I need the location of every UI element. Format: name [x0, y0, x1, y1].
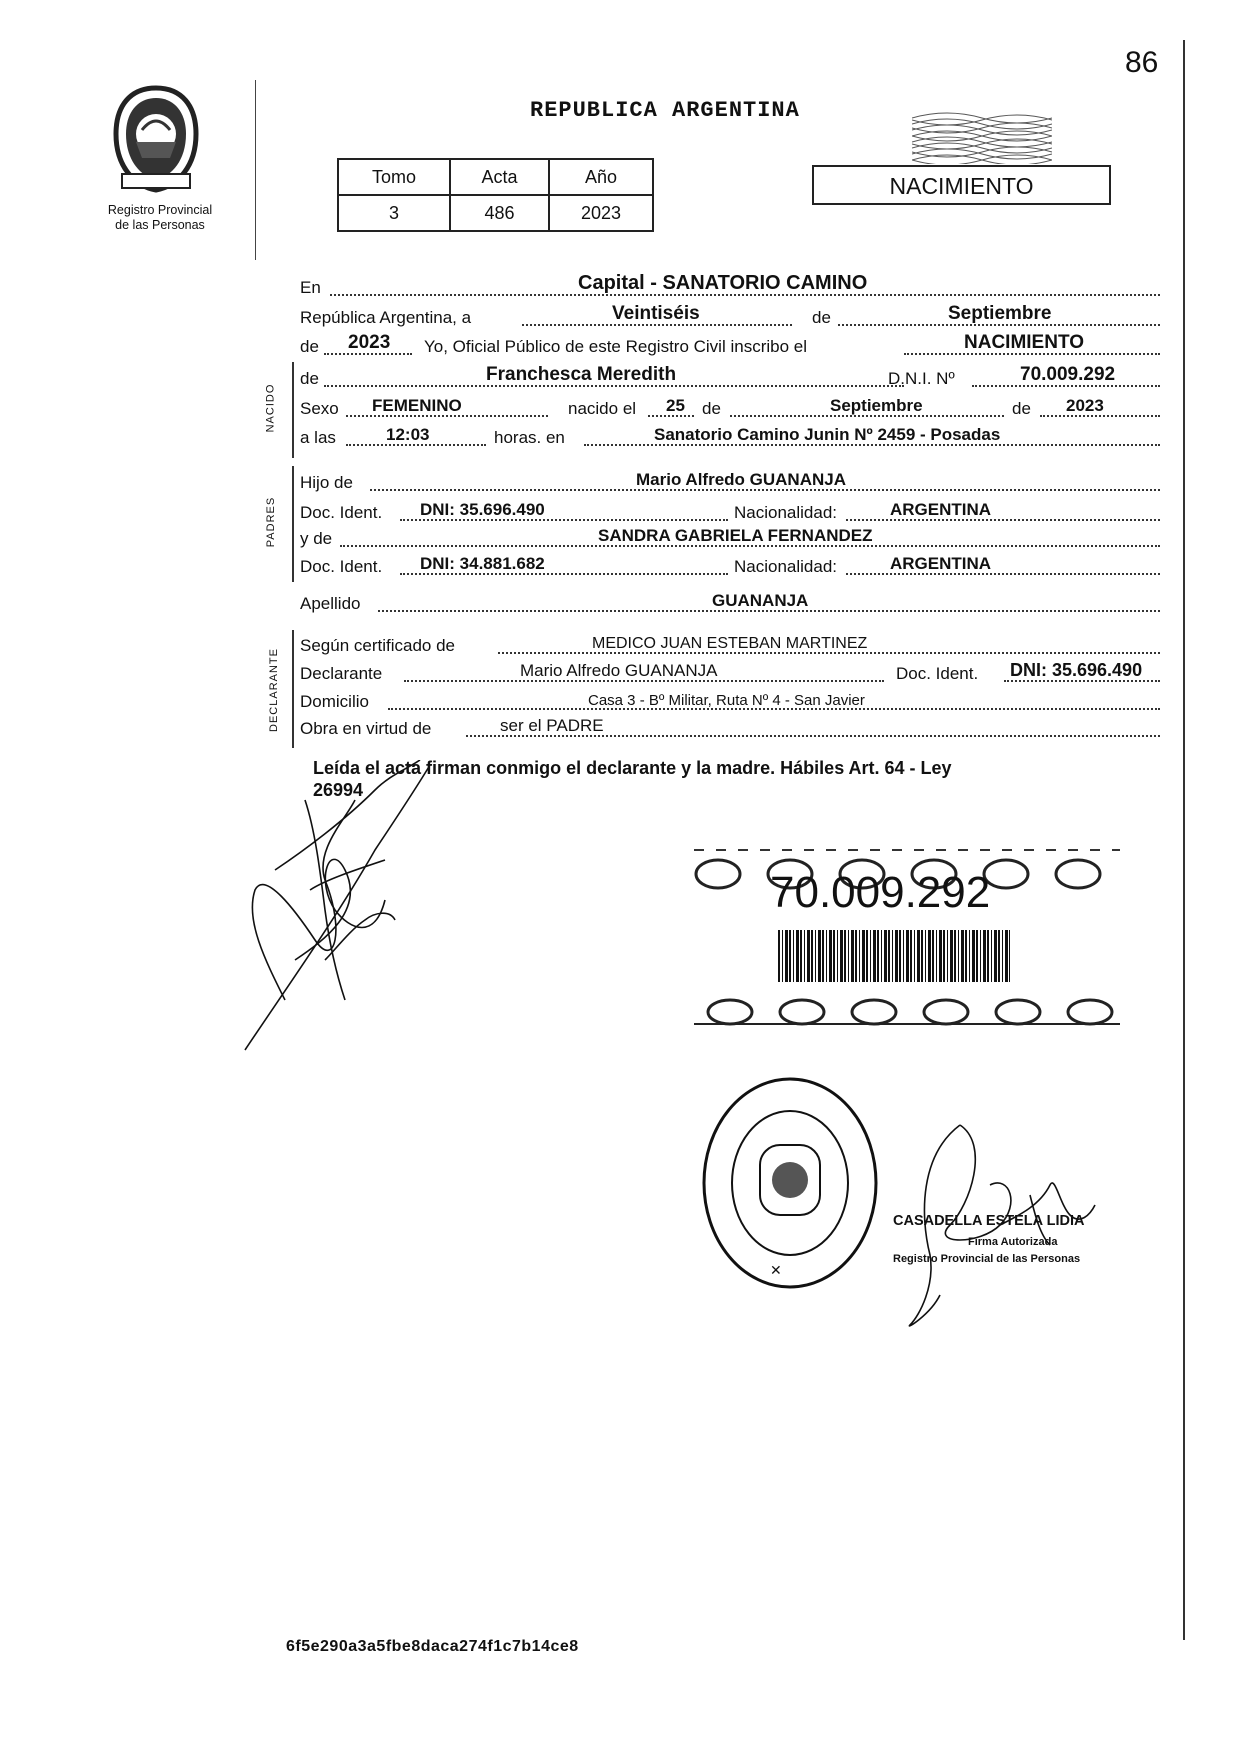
document-hash: 6f5e290a3a5fbe8daca274f1c7b14ce8 [286, 1638, 579, 1655]
act-year-line [300, 331, 1160, 361]
svg-text:✕: ✕ [770, 1262, 782, 1278]
mother-line [300, 523, 1160, 553]
section-rule [292, 466, 294, 582]
closing-line: 26994 [313, 780, 364, 800]
declarant-signature [225, 760, 435, 1060]
registry-label [90, 203, 230, 233]
birth-day-value: 25 [666, 396, 685, 415]
father-name-value: Mario Alfredo GUANANJA [636, 470, 846, 489]
father-doc-value: DNI: 35.696.490 [420, 500, 545, 519]
declarant-line [300, 658, 1160, 688]
official-registry: Registro Provincial de las Personas [893, 1253, 1081, 1265]
declarant-name-value: Mario Alfredo GUANANJA [520, 661, 718, 680]
field-label: Según certificado de [300, 636, 455, 655]
document-type: NACIMIENTO [812, 165, 1111, 205]
table-header: Acta [450, 159, 549, 195]
declarant-doc-value: DNI: 35.696.490 [1010, 660, 1143, 680]
closing-statement [313, 757, 1173, 801]
guilloche-pattern [912, 108, 1052, 164]
official-signature [900, 1115, 1100, 1335]
child-time-line [300, 422, 1160, 452]
father-nationality-value: ARGENTINA [890, 500, 992, 519]
field-label: de [300, 337, 319, 356]
capacity-value: ser el PADRE [500, 716, 604, 735]
table-cell: 3 [338, 195, 450, 231]
record-type-value: NACIMIENTO [964, 332, 1084, 353]
field-label: Hijo de [300, 473, 353, 492]
table-header: Año [549, 159, 653, 195]
reference-table [337, 158, 654, 232]
child-dni-value: 70.009.292 [1020, 364, 1116, 385]
field-label: horas. en [494, 428, 565, 447]
field-label: nacido el [568, 399, 637, 418]
field-label: D.N.I. Nº [888, 369, 955, 388]
section-label-declarant: DECLARANTE [267, 648, 280, 732]
section-rule [292, 362, 294, 458]
field-label: En [300, 278, 321, 297]
registry-text: Yo, Oficial Público de este Registro Civil inscribo el [424, 337, 807, 356]
registry-label-line: de las Personas [115, 218, 205, 232]
section-label-born: NACIDO [264, 383, 277, 433]
margin-rule-left [255, 80, 256, 260]
section-rule [292, 630, 294, 748]
mother-name-value: SANDRA GABRIELA FERNANDEZ [598, 526, 873, 545]
birth-place-value: Sanatorio Camino Junin Nº 2459 - Posadas [654, 425, 1001, 444]
certificate-value: MEDICO JUAN ESTEBAN MARTINEZ [592, 635, 868, 652]
surname-line [300, 588, 1160, 618]
mother-doc-line [300, 551, 1160, 581]
surname-value: GUANANJA [712, 591, 809, 610]
registry-label-line: Registro Provincial [107, 203, 213, 217]
month-value: Septiembre [948, 303, 1052, 324]
field-label: de [702, 399, 721, 418]
field-label: Doc. Ident. [896, 664, 979, 683]
day-value: Veintiséis [612, 303, 700, 324]
act-place-line [300, 272, 1160, 302]
mother-nationality-value: ARGENTINA [890, 554, 992, 573]
field-label: y de [300, 529, 333, 548]
field-label: Domicilio [300, 692, 369, 711]
child-name-line [300, 363, 1160, 393]
field-label: Nacionalidad: [734, 503, 838, 522]
province-emblem [108, 82, 204, 194]
child-sex-line [300, 393, 1160, 423]
sex-value: FEMENINO [372, 396, 462, 415]
mother-doc-value: DNI: 34.881.682 [420, 554, 545, 573]
act-date-line [300, 302, 1160, 332]
closing-line: Leída el acta firman conmigo el declarante y la madre. Hábiles Art. 64 - Ley [313, 758, 952, 778]
field-label: Doc. Ident. [300, 557, 383, 576]
page-number: 86 [1125, 46, 1159, 79]
field-label: República Argentina, a [300, 308, 472, 327]
child-name-value: Franchesca Meredith [486, 364, 677, 385]
time-value: 12:03 [386, 425, 430, 444]
field-label: Declarante [300, 664, 383, 683]
field-label: Apellido [300, 594, 361, 613]
year-value: 2023 [348, 332, 391, 353]
margin-rule [1183, 40, 1185, 1640]
field-label: Doc. Ident. [300, 503, 383, 522]
address-line [300, 686, 1160, 716]
field-label: de [1012, 399, 1031, 418]
certificate-line [300, 630, 1160, 660]
official-role: Firma Autorizada [968, 1236, 1058, 1248]
father-line [300, 467, 1160, 497]
field-label: de [812, 308, 831, 327]
dni-number: 70.009.292 [770, 868, 991, 917]
field-label: Nacionalidad: [734, 557, 838, 576]
field-label: de [300, 369, 319, 388]
birth-year-value: 2023 [1066, 396, 1104, 415]
place-value: Capital - SANATORIO CAMINO [578, 272, 868, 294]
barcode [778, 930, 1010, 982]
address-value: Casa 3 - Bº Militar, Ruta Nº 4 - San Javier [588, 692, 865, 709]
field-label: Sexo [300, 399, 339, 418]
field-label: Obra en virtud de [300, 719, 432, 738]
page-title: REPUBLICA ARGENTINA [530, 98, 800, 123]
table-header: Tomo [338, 159, 450, 195]
table-cell: 486 [450, 195, 549, 231]
capacity-line [300, 713, 1160, 743]
birth-month-value: Septiembre [830, 396, 923, 415]
official-name: CASADELLA ESTELA LIDIA [893, 1213, 1085, 1229]
table-cell: 2023 [549, 195, 653, 231]
registry-seal [700, 1075, 880, 1290]
section-label-parents: PADRES [265, 496, 278, 548]
field-label: a las [300, 428, 336, 447]
